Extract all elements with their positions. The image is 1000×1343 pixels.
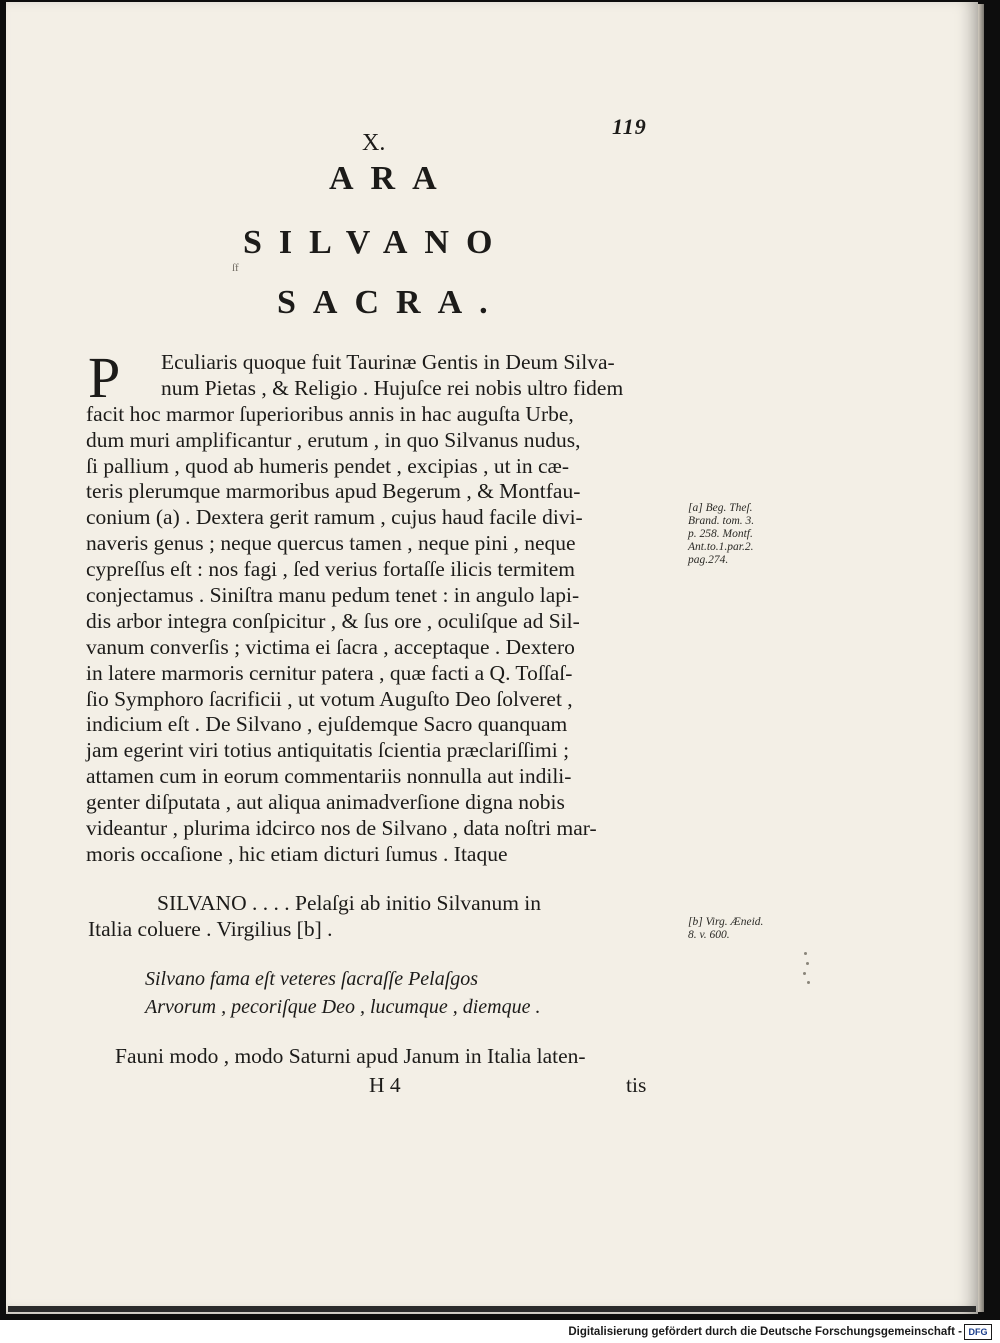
- body-line: indicium eſt . De Silvano , ejuſdemque Sacro quanquam: [86, 712, 568, 737]
- page-edge: [978, 4, 984, 1312]
- paper-specks: [800, 950, 820, 990]
- body-line: conjectamus . Siniſtra manu pedum tenet : in angulo lapi-: [86, 583, 580, 608]
- body-line: num Pietas , & Religio . Hujuſce rei nobis ultro fidem: [161, 375, 624, 400]
- section-numeral: X.: [362, 130, 386, 156]
- stray-mark: ſf: [232, 262, 239, 274]
- body-line: genter diſputata , aut aliqua animadverſione digna nobis: [86, 790, 565, 815]
- body-line: conium (a) . Dextera gerit ramum , cujus haud facile divi-: [86, 505, 583, 530]
- title-line-3: SACRA.: [277, 284, 505, 321]
- page-bottom-edge: [8, 1306, 976, 1312]
- body-paragraph: [86, 345, 686, 868]
- margin-note-b: [688, 916, 798, 942]
- body-line: cypreſſus eſt : nos fagi , ſed verius fortaſſe ilicis termitem: [86, 557, 575, 582]
- note-line: [a] Beg. Theſ.: [688, 502, 753, 514]
- body-line: ſio Symphoro ſacrificii , ut votum Auguſto Deo ſolveret ,: [86, 686, 573, 711]
- body-line: moris occaſione , hic etiam dicturi ſumus . Itaque: [86, 841, 508, 866]
- body-line: in latere marmoris cernitur patera , quæ facti a Q. Toſſaſ-: [86, 660, 573, 685]
- note-line: Brand. tom. 3.: [688, 515, 755, 527]
- signature-mark: H 4: [369, 1073, 401, 1097]
- body-line: attamen cum in eorum commentariis nonnulla aut indili-: [86, 764, 572, 789]
- body-line: naveris genus ; neque quercus tamen , neque pini , neque: [86, 531, 576, 556]
- body-line: ſi pallium , quod ab humeris pendet , excipias , ut in cæ-: [86, 453, 570, 478]
- verse-line-2: Arvorum , pecoriſque Deo , lucumque , diemque .: [145, 996, 541, 1018]
- catchword: tis: [626, 1073, 647, 1097]
- body-line: jam egerint viri totius antiquitatis ſcientia præclariſſimi ;: [86, 738, 570, 763]
- note-line: Ant.to.1.par.2.: [688, 541, 754, 553]
- note-line: 8. v. 600.: [688, 929, 730, 941]
- italia-line: Italia coluere . Virgilius [b] .: [88, 917, 333, 941]
- body-line: videantur , plurima idcirco nos de Silvano , data noſtri mar-: [86, 816, 597, 841]
- body-line: teris plerumque marmoribus apud Begerum , & Montfau-: [86, 479, 581, 504]
- verse-line-1: Silvano fama eſt veteres ſacraſſe Pelaſgos: [145, 968, 479, 990]
- fauni-line: Fauni modo , modo Saturni apud Janum in Italia laten-: [115, 1044, 586, 1068]
- title-line-2: SILVANO: [243, 224, 510, 261]
- title-line-1: ARA: [329, 160, 454, 197]
- note-line: p. 258. Montf.: [688, 528, 753, 540]
- footer-credit: Digitalisierung gefördert durch die Deutsche Forschungsgemeinschaft -: [568, 1326, 962, 1338]
- dfg-logo[interactable]: DFG: [964, 1324, 992, 1340]
- margin-note-a: [688, 502, 798, 567]
- body-line: dis arbor integra conſpicitur , & ſus ore , oculiſque ad Sil-: [86, 608, 580, 633]
- silvano-inscription-line: SILVANO . . . . Pelaſgi ab initio Silvanum in: [157, 891, 542, 915]
- drop-cap: P: [88, 345, 121, 410]
- body-line: dum muri amplificantur , erutum , in quo Silvanus nudus,: [86, 427, 581, 452]
- note-line: pag.274.: [688, 554, 729, 566]
- body-line: Eculiaris quoque fuit Taurinæ Gentis in Deum Silva-: [161, 350, 615, 374]
- body-line: facit hoc marmor ſuperioribus annis in hac auguſta Urbe,: [86, 401, 574, 426]
- note-line: [b] Virg. Æneid.: [688, 916, 764, 928]
- page-number: 119: [612, 114, 647, 139]
- body-line: vanum converſis ; victima ei ſacra , acceptaque . Dextero: [86, 634, 575, 659]
